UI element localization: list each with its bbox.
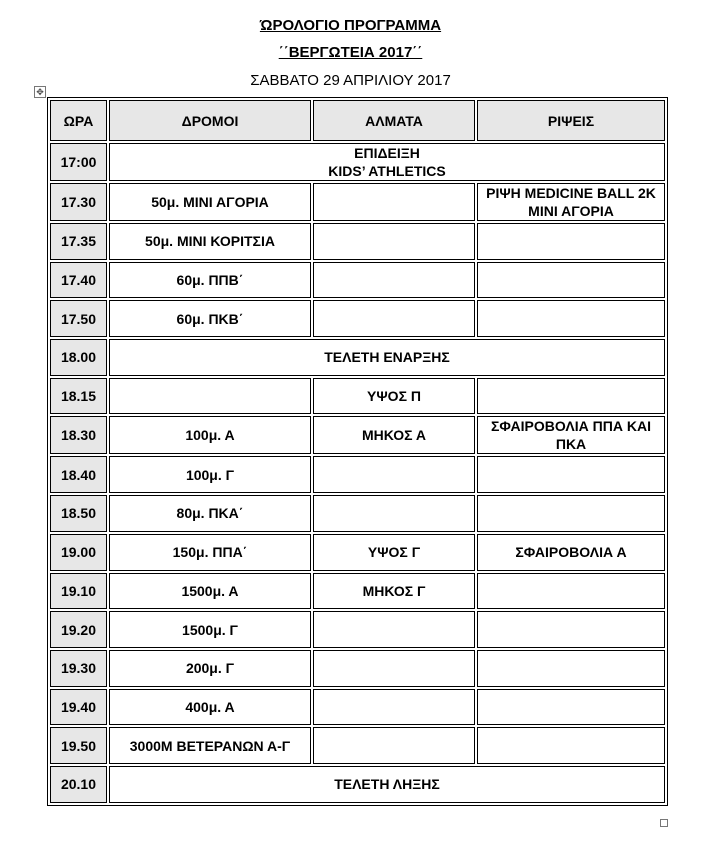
table-row bbox=[50, 183, 665, 221]
cell-throws: ΣΦΑΙΡΟΒΟΛΙΑ ΠΠΑ ΚΑΙ ΠΚΑ bbox=[477, 416, 665, 454]
header-throws: ΡΙΨΕΙΣ bbox=[477, 100, 665, 141]
header-time: ΩΡΑ bbox=[50, 100, 107, 141]
cell-throws: ΣΦΑΙΡΟΒΟΛΙΑ Α bbox=[477, 534, 665, 571]
cell-time: 17.50 bbox=[50, 300, 107, 337]
cell-time: 18.15 bbox=[50, 378, 107, 415]
cell-throws bbox=[477, 611, 665, 648]
cell-time: 19.20 bbox=[50, 611, 107, 648]
cell-jumps bbox=[313, 262, 475, 299]
cell-throws bbox=[477, 727, 665, 764]
cell-jumps bbox=[313, 183, 475, 221]
table-row bbox=[50, 766, 665, 803]
header-jumps: ΑΛΜΑΤΑ bbox=[313, 100, 475, 141]
cell-jumps: ΥΨΟΣ Γ bbox=[313, 534, 475, 571]
cell-jumps bbox=[313, 727, 475, 764]
cell-throws bbox=[477, 573, 665, 610]
document-title: ΏΡΟΛΟΓΙΟ ΠΡΟΓΡΑΜΜΑ bbox=[259, 17, 442, 34]
cell-jumps bbox=[313, 650, 475, 687]
event-title: ΄΄ΒΕΡΓΩΤΕΙΑ 2017΄΄ bbox=[278, 44, 423, 61]
cell-time: 17.35 bbox=[50, 223, 107, 260]
table-row bbox=[50, 456, 665, 493]
table-header-row bbox=[50, 100, 665, 141]
cell-throws bbox=[477, 262, 665, 299]
cell-time: 17.40 bbox=[50, 262, 107, 299]
cell-time: 18.00 bbox=[50, 339, 107, 376]
cell-runs: 3000Μ ΒΕΤΕΡΑΝΩΝ Α-Γ bbox=[109, 727, 311, 764]
table-row bbox=[50, 727, 665, 764]
cell-throws bbox=[477, 378, 665, 415]
table-row bbox=[50, 378, 665, 415]
cell-jumps bbox=[313, 223, 475, 260]
cell-time: 17.30 bbox=[50, 183, 107, 221]
cell-throws: ΡΙΨΗ MEDICINE BALL 2K ΜΙΝΙ ΑΓΟΡΙΑ bbox=[477, 183, 665, 221]
cell-time: 19.30 bbox=[50, 650, 107, 687]
table-row bbox=[50, 495, 665, 532]
cell-runs bbox=[109, 378, 311, 415]
table-row bbox=[50, 300, 665, 337]
schedule-body bbox=[50, 143, 665, 803]
cell-throws bbox=[477, 300, 665, 337]
cell-merged-event: ΕΠΙΔΕΙΞΗ KIDS’ ATHLETICS bbox=[109, 143, 665, 181]
header-runs: ΔΡΟΜΟΙ bbox=[109, 100, 311, 141]
cell-runs: 150μ. ΠΠΑ΄ bbox=[109, 534, 311, 571]
cell-runs: 50μ. ΜΙΝΙ ΑΓΟΡΙΑ bbox=[109, 183, 311, 221]
cell-runs: 80μ. ΠΚΑ΄ bbox=[109, 495, 311, 532]
cell-time: 18.30 bbox=[50, 416, 107, 454]
cell-throws bbox=[477, 650, 665, 687]
table-row bbox=[50, 143, 665, 181]
cell-jumps bbox=[313, 495, 475, 532]
table-row bbox=[50, 534, 665, 571]
cell-runs: 400μ. Α bbox=[109, 689, 311, 726]
cell-time: 19.50 bbox=[50, 727, 107, 764]
table-row bbox=[50, 339, 665, 376]
cell-jumps: ΜΗΚΟΣ Α bbox=[313, 416, 475, 454]
cell-jumps: ΜΗΚΟΣ Γ bbox=[313, 573, 475, 610]
table-move-handle-icon[interactable]: ✥ bbox=[34, 86, 46, 98]
cell-throws bbox=[477, 689, 665, 726]
cell-jumps bbox=[313, 456, 475, 493]
cell-merged-event: ΤΕΛΕΤΗ ΛΗΞΗΣ bbox=[109, 766, 665, 803]
cell-jumps: ΥΨΟΣ Π bbox=[313, 378, 475, 415]
cell-time: 18.40 bbox=[50, 456, 107, 493]
cell-time: 17:00 bbox=[50, 143, 107, 181]
cell-throws bbox=[477, 456, 665, 493]
table-resize-handle-icon[interactable] bbox=[660, 819, 668, 827]
cell-jumps bbox=[313, 300, 475, 337]
cell-runs: 1500μ. Γ bbox=[109, 611, 311, 648]
cell-time: 20.10 bbox=[50, 766, 107, 803]
table-row bbox=[50, 650, 665, 687]
cell-runs: 100μ. Γ bbox=[109, 456, 311, 493]
cell-jumps bbox=[313, 689, 475, 726]
table-row bbox=[50, 611, 665, 648]
cell-runs: 60μ. ΠΚΒ΄ bbox=[109, 300, 311, 337]
cell-runs: 60μ. ΠΠΒ΄ bbox=[109, 262, 311, 299]
cell-jumps bbox=[313, 611, 475, 648]
table-row bbox=[50, 416, 665, 454]
cell-throws bbox=[477, 495, 665, 532]
event-date: ΣΑΒΒΑΤΟ 29 ΑΠΡΙΛΙΟΥ 2017 bbox=[250, 72, 451, 89]
table-row bbox=[50, 573, 665, 610]
cell-runs: 100μ. Α bbox=[109, 416, 311, 454]
schedule-table bbox=[47, 97, 668, 806]
cell-time: 19.40 bbox=[50, 689, 107, 726]
table-row bbox=[50, 262, 665, 299]
cell-runs: 200μ. Γ bbox=[109, 650, 311, 687]
table-row bbox=[50, 689, 665, 726]
cell-time: 19.00 bbox=[50, 534, 107, 571]
cell-throws bbox=[477, 223, 665, 260]
table-row bbox=[50, 223, 665, 260]
cell-time: 19.10 bbox=[50, 573, 107, 610]
cell-runs: 50μ. ΜΙΝΙ ΚΟΡΙΤΣΙΑ bbox=[109, 223, 311, 260]
cell-merged-event: ΤΕΛΕΤΗ ΕΝΑΡΞΗΣ bbox=[109, 339, 665, 376]
cell-time: 18.50 bbox=[50, 495, 107, 532]
cell-runs: 1500μ. Α bbox=[109, 573, 311, 610]
